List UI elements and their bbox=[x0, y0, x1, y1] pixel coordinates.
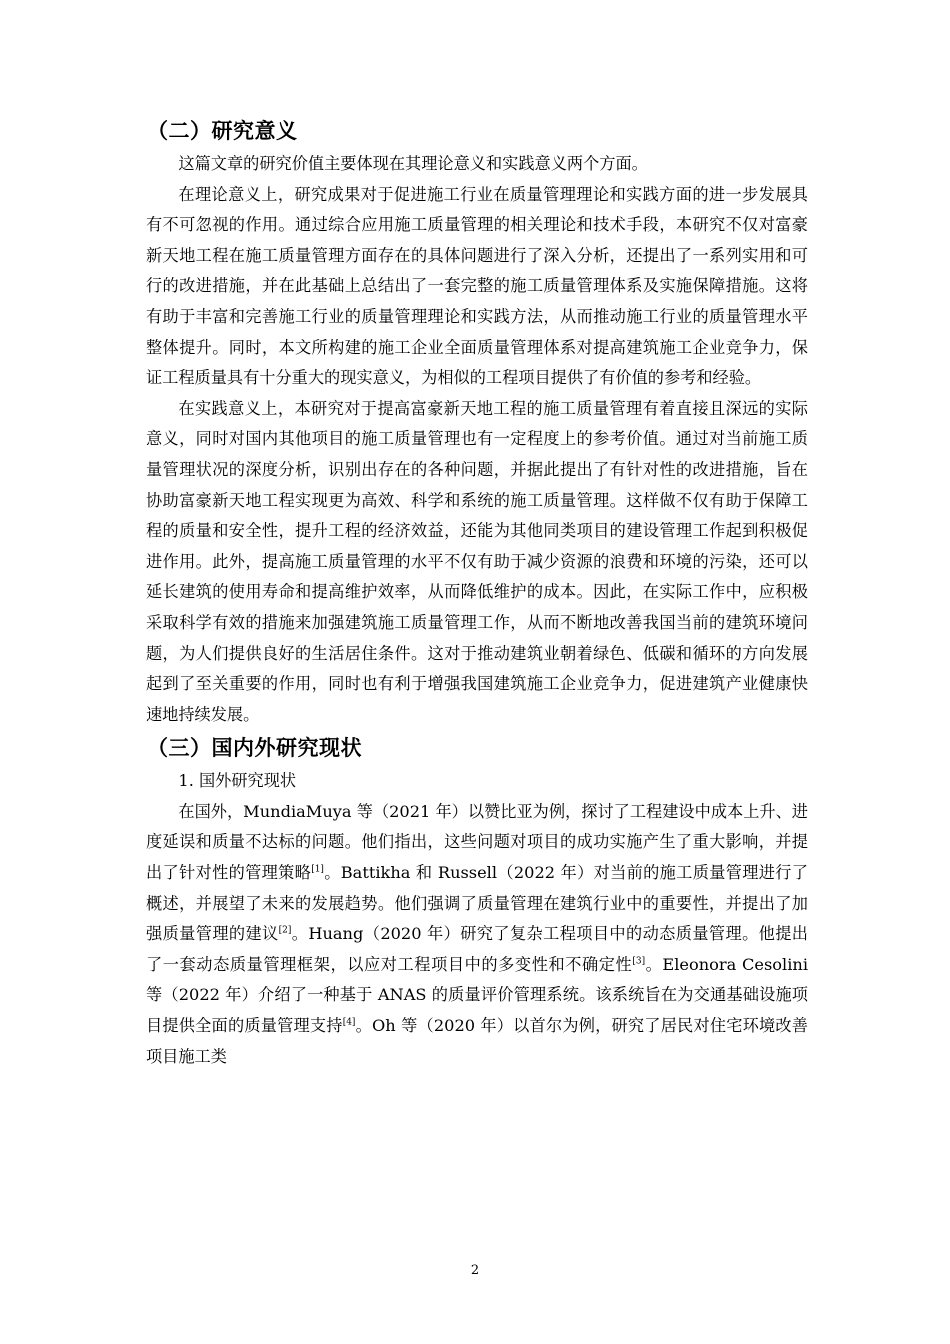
text-segment: 。Oh 等（2020 年）以首尔为例，研究了居民对住宅环境改善项目施工类 bbox=[146, 1016, 808, 1066]
page-content bbox=[146, 113, 808, 1072]
text-segment: 。Eleonora Cesolini 等（2022 年）介绍了一种基于 ANAS 的质量评价管理系统。该系统旨在为交通基础设施项目提供全面的质量管理支持 bbox=[146, 954, 809, 1036]
text-segment: 在国外，MundiaMuya 等（2021 年）以赞比亚为例，探讨了工程建设中成本上升、进度延误和质量不达标的问题。他们指出，这些问题对项目的成功实施产生了重大影响，并提出了针对性的管理策略 bbox=[146, 801, 808, 883]
citation-ref: [4] bbox=[342, 1017, 356, 1028]
page-number: 2 bbox=[470, 1263, 480, 1278]
text-segment: 。Battikha 和 Russell（2022 年）对当前的施工质量管理进行了概述，并展望了未来的发展趋势。他们强调了质量管理在建筑行业中的重要性，并提出了加强质量管理的建议 bbox=[146, 863, 808, 944]
text-segment: 。Huang（2020 年）研究了复杂工程项目中的动态质量管理。他提出了一套动态质量管理框架，以应对工程项目中的多变性和不确定性 bbox=[146, 924, 808, 974]
paragraph-foreign-research bbox=[146, 797, 808, 1072]
paragraph-intro: 这篇文章的研究价值主要体现在其理论意义和实践意义两个方面。 bbox=[178, 154, 648, 173]
section-heading-research-significance: （二）研究意义 bbox=[147, 119, 298, 143]
citation-ref: [2] bbox=[278, 925, 292, 936]
citation-ref: [1] bbox=[311, 864, 324, 875]
paragraph-practical-significance: 在实践意义上，本研究对于提高富豪新天地工程的施工质量管理有着直接且深远的实际意义，同时对国内其他项目的施工质量管理也有一定程度上的参考价值。通过对当前施工质量管理状况的深度分析，识别出存在的各种问题，并据此提出了有针对性的改进措施，旨在协助富豪新天地工程实现更为高效、科学和系统的施工质量管理。这样做不仅有助于保障工程的质量和安全性，提升工程的经济效益，还能为其他同类项目的建设管理工作起到积极促进作用。此外，提高施工质量管理的水平不仅有助于减少资源的浪费和环境的污染，还可以延长建筑的使用寿命和提高维护效率，从而降低维护的成本。因此，在实际工作中，应积极采取科学有效的措施来加强建筑施工质量管理工作，从而不断地改善我国当前的建筑环境问题，为人们提供良好的生活居住条件。这对于推动建筑业朝着绿色、低碳和循环的方向发展起到了至关重要的作用，同时也有利于增强我国建筑施工企业竞争力，促进建筑产业健康快速地持续发展。 bbox=[146, 398, 808, 724]
subheading-foreign-research: 1. 国外研究现状 bbox=[178, 771, 297, 791]
section-heading-research-status: （三）国内外研究现状 bbox=[147, 736, 362, 761]
paragraph-theoretical-significance: 在理论意义上，研究成果对于促进施工行业在质量管理理论和实践方面的进一步发展具有不可忽视的作用。通过综合应用施工质量管理的相关理论和技术手段，本研究不仅对富豪新天地工程在施工质量管理方面存在的具体问题进行了深入分析，还提出了一系列实用和可行的改进措施，并在此基础上总结出了一套完整的施工质量管理体系及实施保障措施。这将有助于丰富和完善施工行业的质量管理理论和实践方法，从而推动施工行业的质量管理水平整体提升。同时，本文所构建的施工企业全面质量管理体系对提高建筑施工企业竞争力，保证工程质量具有十分重大的现实意义，为相似的工程项目提供了有价值的参考和经验。 bbox=[146, 184, 808, 388]
citation-ref: [3] bbox=[632, 956, 646, 967]
